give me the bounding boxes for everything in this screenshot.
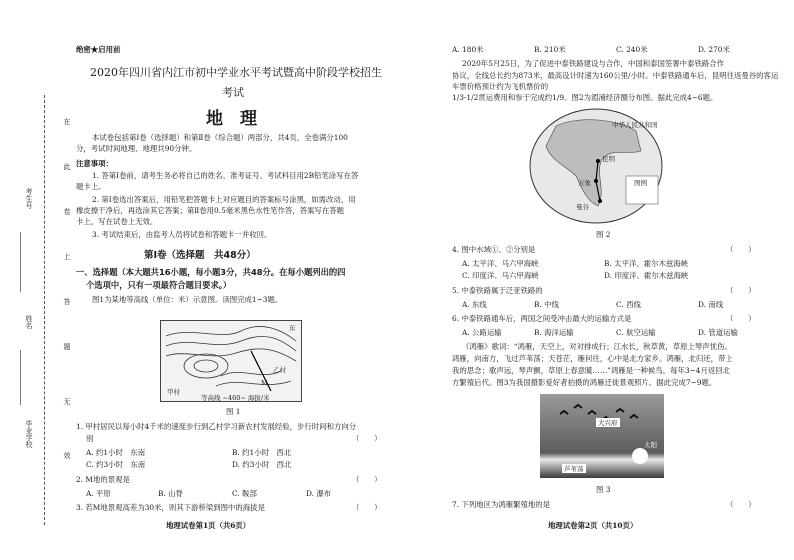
geese-silhouettes (540, 394, 664, 478)
section-title: 第Ⅰ卷（选择题 共48分） (144, 250, 256, 261)
answer-blank: （ ） (352, 434, 382, 443)
notice-item: 1. 答第Ⅰ卷前，请考生务必将自己的姓名、准考证号、考试科目用2B铅笔涂写在答 (92, 171, 359, 180)
figure-2-map (526, 106, 666, 226)
passage-line: 1/3-1/2贯运费用和参于完成约1/9。图2为湄涌经济圈分布图。据此完成4~6题。 (452, 93, 718, 102)
fig2-label-china: 中华人民共和国 (612, 121, 658, 129)
margin-char: 卷 (63, 208, 71, 215)
fig1-lead: 图1为某地等高线（单位：米）示意图。读图完成1~3题。 (92, 295, 283, 304)
answer-blank: （ ） (726, 500, 756, 509)
q1-option-b: B. 约1小时 西北 (232, 448, 292, 457)
margin-char: 无 (63, 398, 71, 405)
question-4: 4. 图中水域①、②分别是 (452, 245, 536, 254)
margin-label-school: 毕业学校 (25, 420, 33, 448)
question-3: 3. 若M地景观高差为30米，则其下游桥梁到图中的海拔是 (76, 503, 265, 512)
q3-option-c: C. 240米 (616, 45, 648, 54)
contour-lines (161, 321, 301, 401)
q2-option-a: A. 平原 (86, 489, 111, 498)
q6-option-d: D. 管道运输 (698, 328, 738, 337)
subject-title: 地 理 (206, 109, 257, 129)
answer-blank: （ ） (726, 286, 756, 295)
fig2-label-vientiane: 万象 (578, 179, 591, 187)
margin-char: 在 (63, 118, 71, 125)
q4-option-d: D. 印度洋、霍尔木兹海峡 (604, 271, 689, 280)
q5-option-c: C. 西线 (616, 300, 641, 309)
margin-char: 题 (63, 343, 71, 350)
fig2-label-bangkok: 曼谷 (576, 203, 589, 211)
question-1-cont: 别 (86, 434, 94, 443)
question-6: 6. 中泰铁路通车后，两国之间受冲击最大的运输方式是 (452, 314, 632, 323)
question-intro: 个选项中，只有一项最符合题目要求。） (86, 280, 232, 290)
margin-char: 效 (63, 452, 71, 459)
q3-option-a: A. 180米 (452, 45, 484, 54)
q1-option-c: C. 约3小时 东南 (86, 460, 146, 469)
q1-option-a: A. 约1小时 东南 (86, 448, 146, 457)
question-2: 2. M地的景观是 (76, 475, 130, 484)
notice-item: 橡皮擦干净后，再选涂其它答案；第Ⅱ卷用0.5毫米黑色水性笔作答，答案写在答题 (76, 206, 345, 215)
exam-title: 2020年四川省内江市初中学业水平考试暨高中阶段学校招生 (90, 66, 382, 79)
poem-line: 方繁殖后代。图3为我国摄影爱好者拍摄的鸿雁迁徙景观照片。据此完成7~9题。 (452, 378, 717, 387)
margin-label-name: 姓名 (25, 315, 33, 329)
fig1-legend: 等高线 ~460~ 海拔/米 (201, 394, 270, 402)
fig3-caption: 图 3 (596, 485, 611, 494)
q5-option-d: D. 南线 (698, 300, 724, 309)
margin-char: 上 (63, 253, 71, 260)
passage-line: 协议，全线总长约为873米，最高设计时速为160公里/小时。中泰铁路通车后，昆明往返曼谷的客运车票价格预计约为飞机票价的 (452, 71, 779, 91)
fig1-label-m: M (261, 379, 268, 387)
question-7: 7. 下列地区为鸿雁繁殖地的是 (452, 500, 551, 509)
poem-line: 我的思念；歌声远，琴声颤，草原上春意暖……”鸿雁是一种候鸟，每年3~4月返回北 (452, 366, 731, 375)
poem-line: 《鸿雁》歌词：“鸿雁，天空上，对对排成行；江水长，秋草黄，草原上琴声忧伤。 (462, 342, 732, 351)
fig2-label-kunming: 昆明 (602, 155, 615, 163)
q6-option-c: C. 航空运输 (616, 328, 656, 337)
notice-item: 2. 第Ⅰ卷选出答案后，用铅笔把答题卡上对应题目的答案标号涂黑，如需改动，用 (92, 195, 356, 204)
q5-option-b: B. 中线 (534, 300, 559, 309)
intro-line: 本试卷包括第Ⅰ卷（选择题）和第Ⅱ卷（综合题）两部分，共4页，全卷满分100 (92, 133, 348, 142)
secret-label: 绝密★启用前 (76, 45, 121, 54)
cut-line (44, 95, 45, 525)
margin-label-examno: 考生号 (25, 188, 33, 209)
answer-blank: （ ） (352, 503, 382, 512)
fig1-caption: 图 1 (226, 407, 241, 416)
margin-char: 答 (63, 298, 71, 305)
binding-margin (0, 0, 70, 560)
q3-option-d: D. 270米 (698, 45, 730, 54)
poem-line: 鸿雁，向南方，飞过芦苇荡；天苍茫，雁何往，心中是北方家乡。鸿雁，北归还，带上 (452, 354, 733, 363)
answer-blank: （ ） (352, 475, 382, 484)
question-intro: 一、选择题（本大题共16小题，每小题3分，共48分。在每小题列出的四 (76, 267, 346, 277)
q3-option-b: B. 210米 (534, 45, 566, 54)
q4-option-b: B. 太平洋、霍尔木兹海峡 (604, 259, 689, 268)
q5-option-a: A. 东线 (462, 300, 487, 309)
q1-option-d: D. 约3小时 西北 (232, 460, 292, 469)
q2-option-b: B. 山脊 (158, 489, 183, 498)
page-footer-left: 地理试卷第1页（共6页） (166, 521, 251, 530)
fig3-label-sun: 太阳 (644, 441, 657, 449)
page-footer-right: 地理试卷第2页（共10页） (548, 521, 638, 530)
intro-line: 分，考试时间地理、地理共90分钟。 (76, 144, 197, 153)
question-1: 1. 甲村居民以每小时4千米的速度步行到乙村学习新农村发展经验，步行时间和方向分 (76, 422, 357, 431)
question-5: 5. 中泰铁路属于泛亚铁路的 (452, 286, 543, 295)
notice-item: 3. 考试结束后，由监考人员将试卷和答题卡一并收回。 (92, 230, 272, 239)
q2-option-d: D. 瀑布 (306, 489, 332, 498)
figure-3-photo (540, 394, 664, 478)
q4-option-c: C. 印度洋、马六甲海峡 (462, 271, 539, 280)
fig1-label-jia: 甲村 (167, 388, 180, 396)
q2-option-c: C. 鞍部 (232, 489, 257, 498)
notice-title: 注意事项： (76, 159, 113, 168)
q6-option-b: B. 海洋运输 (534, 328, 574, 337)
fig1-label-east: 东 (289, 324, 296, 332)
q4-option-a: A. 太平洋、马六甲海峡 (462, 259, 539, 268)
figure-1-contour-map (160, 320, 302, 402)
notice-item: 题卡上。 (76, 182, 106, 191)
q6-option-a: A. 公路运输 (462, 328, 502, 337)
fig3-label-reed: 芦苇荡 (564, 465, 584, 473)
answer-blank: （ ） (726, 245, 756, 254)
notice-item: 卡上，写在试卷上无效。 (76, 217, 158, 226)
fig1-label-yi: 乙村 (273, 366, 286, 374)
passage-line: 2020年5月25日，为了促进中泰铁路建设与合作，中国和泰国签署中泰铁路合作 (462, 59, 725, 68)
answer-blank: （ ） (726, 314, 756, 323)
fig3-label-dali: 大兴府 (598, 419, 618, 427)
fig2-legend: 图例 (634, 179, 647, 187)
exam-title-cont: 考试 (222, 86, 244, 99)
fig2-caption: 图 2 (596, 230, 611, 239)
margin-char: 此 (63, 163, 71, 170)
